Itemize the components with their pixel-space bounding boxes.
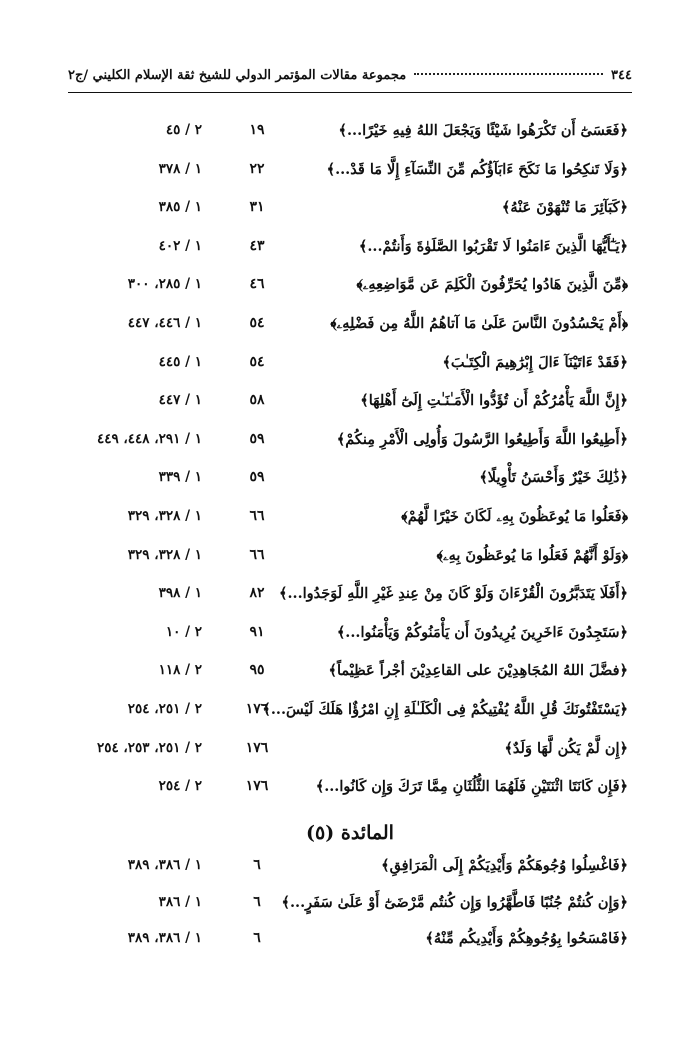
index-row — [0, 585, 700, 611]
verse-text: ﴿مِّنَ الَّذِينَ هَادُوا يُحَرِّفُونَ الْكَلِمَ عَن مَّوَاضِعِهِۦ﴾ — [356, 276, 628, 294]
volume-page-reference: ١ / ٣٣٩ — [158, 469, 202, 486]
index-row — [0, 161, 700, 187]
page-number: ٣٤٤ — [611, 68, 632, 83]
verse-text: ﴿يَـٰٓأَيُّهَا الَّذِينَ ءَامَنُوا لَا تَقْرَبُوا الصَّلَوٰةَ وَأَنتُمْ...﴾ — [358, 237, 628, 255]
verse-number: ٨٢ — [249, 585, 265, 602]
verse-text: ﴿كَبَآئِرَ مَا تُنْهَوْنَ عَنْهُ﴾ — [501, 199, 628, 217]
verse-text: ﴿إِن لَّمْ يَكُن لَّهَا وَلَدٌ﴾ — [504, 739, 628, 757]
verse-number: ٦ — [253, 857, 261, 873]
verse-text: ﴿وَإِن كُنتُمْ جُنُبًا فَاطَّهَّرُوا وَإِن كُنتُم مَّرْضَىٰٓ أَوْ عَلَىٰ سَفَرٍ...﴾ — [281, 893, 628, 911]
verse-text: ﴿يَسْتَفْتُونَكَ قُلِ اللَّهُ يُفْتِيكُمْ فِى الْكَلَـٰلَةِ إِنِ امْرُؤٌا هَلَكَ لَيْسَ...﴾ — [262, 701, 628, 718]
leader-dots — [414, 72, 603, 75]
volume-page-reference: ٢ / ١٠ — [165, 623, 202, 640]
index-row — [0, 238, 700, 264]
index-row — [0, 624, 700, 650]
index-row — [0, 354, 700, 380]
index-row — [0, 508, 700, 534]
verse-number: ١٧٦ — [245, 739, 269, 756]
volume-page-reference: ١ / ٤٤٦، ٤٤٧ — [127, 315, 202, 331]
verse-text: ﴿فَقَدْ ءَاتَيْنَآ ءَالَ إِبْرَٰهِيمَ الْكِتَـٰبَ﴾ — [442, 353, 628, 371]
verse-number: ٩٥ — [249, 662, 265, 679]
verse-number: ٦٦ — [249, 546, 265, 563]
verse-number: ١٧٦ — [245, 701, 269, 717]
header-rule — [68, 92, 632, 93]
index-row — [0, 122, 700, 148]
volume-page-reference: ٢ / ٢٥١، ٢٥٣، ٢٥٤ — [96, 739, 202, 756]
verse-number: ٥٩ — [249, 430, 265, 447]
index-row — [0, 894, 700, 920]
index-row — [0, 778, 700, 804]
volume-page-reference: ١ / ٣٢٨، ٣٢٩ — [127, 508, 202, 524]
index-row — [0, 930, 700, 956]
verse-number: ١٧٦ — [245, 778, 269, 795]
verse-number: ٩١ — [249, 623, 265, 640]
verse-text: ﴿أَمْ يَحْسُدُونَ النَّاسَ عَلَىٰ مَا آتاهُمُ اللَّهُ مِن فَضْلِهِۦ﴾ — [330, 315, 628, 332]
volume-page-reference: ١ / ٣٨٥ — [158, 199, 202, 216]
running-title: مجموعة مقالات المؤتمر الدولي للشيخ ثقة الإسلام الكليني /ج٢ — [68, 68, 407, 83]
volume-page-reference: ١ / ٤٠٢ — [158, 237, 202, 254]
verse-number: ١٩ — [249, 122, 265, 138]
verse-number: ٥٨ — [249, 392, 265, 409]
verse-number: ٤٣ — [249, 237, 265, 254]
verse-number: ٤٦ — [249, 276, 265, 293]
verse-text: ﴿فَامْسَحُوا بِوُجُوهِكُمْ وَأَيْدِيكُم مِّنْهُ﴾ — [425, 930, 628, 947]
volume-page-reference: ١ / ٣٨٦، ٣٨٩ — [127, 930, 202, 946]
volume-page-reference: ١ / ٤٤٥ — [158, 353, 202, 370]
verse-number: ٦ — [253, 930, 261, 946]
verse-number: ٣١ — [249, 199, 265, 216]
verse-text: ﴿فَعَلُوا مَا يُوعَظُونَ بِهِۦ لَكَانَ خَيْرًا لَّهُمْ﴾ — [401, 508, 628, 525]
volume-page-reference: ١ / ٣٨٦، ٣٨٩ — [127, 857, 202, 873]
index-row — [0, 662, 700, 688]
index-row — [0, 740, 700, 766]
verse-text: ﴿أَفَلَا يَتَدَبَّرُونَ الْقُرْءَانَ وَلَوْ كَانَ مِنْ عِندِ غَيْرِ اللَّهِ لَوَجَدُوا...﴾ — [279, 585, 628, 603]
index-row — [0, 315, 700, 341]
volume-page-reference: ٢ / ٢٥١، ٢٥٤ — [127, 701, 202, 717]
index-row — [0, 701, 700, 727]
verse-text: ﴿وَلَا تَنكِحُوا مَا نَكَحَ ءَابَآؤُكُم مِّنَ النِّسَآءِ إِلَّا مَا قَدْ...﴾ — [326, 160, 628, 178]
verse-text: ﴿إِنَّ اللَّهَ يَأْمُرُكُمْ أَن تُؤَدُّوا الْأَمَـٰنَـٰتِ إِلَىٰٓ أَهْلِهَا﴾ — [360, 392, 628, 410]
volume-page-reference: ١ / ٣٨٦ — [158, 893, 202, 910]
volume-page-reference: ١ / ٢٩١، ٤٤٨، ٤٤٩ — [96, 430, 202, 447]
index-row — [0, 857, 700, 883]
verse-number: ٦ — [253, 893, 261, 910]
volume-page-reference: ١ / ٢٨٥، ٣٠٠ — [127, 276, 202, 293]
index-row — [0, 276, 700, 302]
verse-text: ﴿فَإِن كَانَتَا اثْنَتَيْنِ فَلَهُمَا الثُّلُثَانِ مِمَّا تَرَكَ وَإِن كَانُوا...﴾ — [315, 778, 628, 796]
verse-number: ٦٦ — [249, 508, 265, 524]
volume-page-reference: ٢ / ٢٥٤ — [158, 778, 202, 795]
verse-text: ﴿وَلَوْ أَنَّهُمْ فَعَلُوا مَا يُوعَظُونَ بِهِۦ﴾ — [436, 546, 628, 564]
running-header — [68, 68, 632, 83]
volume-page-reference: ١ / ٣٢٨، ٣٢٩ — [127, 546, 202, 563]
index-row — [0, 431, 700, 457]
index-row — [0, 469, 700, 495]
verse-text: ﴿سَتَجِدُونَ ءَاخَرِينَ يُرِيدُونَ أَن يَأْمَنُوكُمْ وَيَأْمَنُوا...﴾ — [336, 623, 628, 641]
verse-number: ٥٤ — [249, 353, 265, 370]
verse-text: ﴿أَطِيعُوا اللَّهَ وَأَطِيعُوا الرَّسُولَ وَأُولِى الْأَمْرِ مِنكُمْ﴾ — [336, 430, 628, 448]
verse-number: ٢٢ — [249, 160, 265, 177]
section-heading: المائدة (٥) — [306, 822, 394, 844]
volume-page-reference: ٢ / ٤٥ — [165, 122, 202, 138]
volume-page-reference: ١ / ٣٧٨ — [158, 160, 202, 177]
verse-number: ٥٩ — [249, 469, 265, 486]
volume-page-reference: ٢ / ١١٨ — [158, 662, 202, 679]
verse-text: ﴿ذَٰلِكَ خَيْرٌ وَأَحْسَنُ تَأْوِيلًا﴾ — [479, 469, 628, 487]
verse-text: ﴿فَاغْسِلُوا وُجُوهَكُمْ وَأَيْدِيَكُمْ إِلَى الْمَرَافِقِ﴾ — [381, 857, 628, 874]
verse-text: ﴿فَعَسَىٰٓ أَن تَكْرَهُوا شَيْئًا وَيَجْعَلَ اللهُ فِيهِ خَيْرًا...﴾ — [338, 122, 628, 139]
verse-number: ٥٤ — [249, 315, 265, 331]
volume-page-reference: ١ / ٤٤٧ — [158, 392, 202, 409]
verse-text: ﴿فضَّلَ اللهُ المُجَاهِدِيْنَ على القاعِدِيْنَ أجْراً عَظِيْماً﴾ — [328, 662, 628, 680]
index-row — [0, 199, 700, 225]
index-row — [0, 392, 700, 418]
index-row — [0, 547, 700, 573]
volume-page-reference: ١ / ٣٩٨ — [158, 585, 202, 602]
